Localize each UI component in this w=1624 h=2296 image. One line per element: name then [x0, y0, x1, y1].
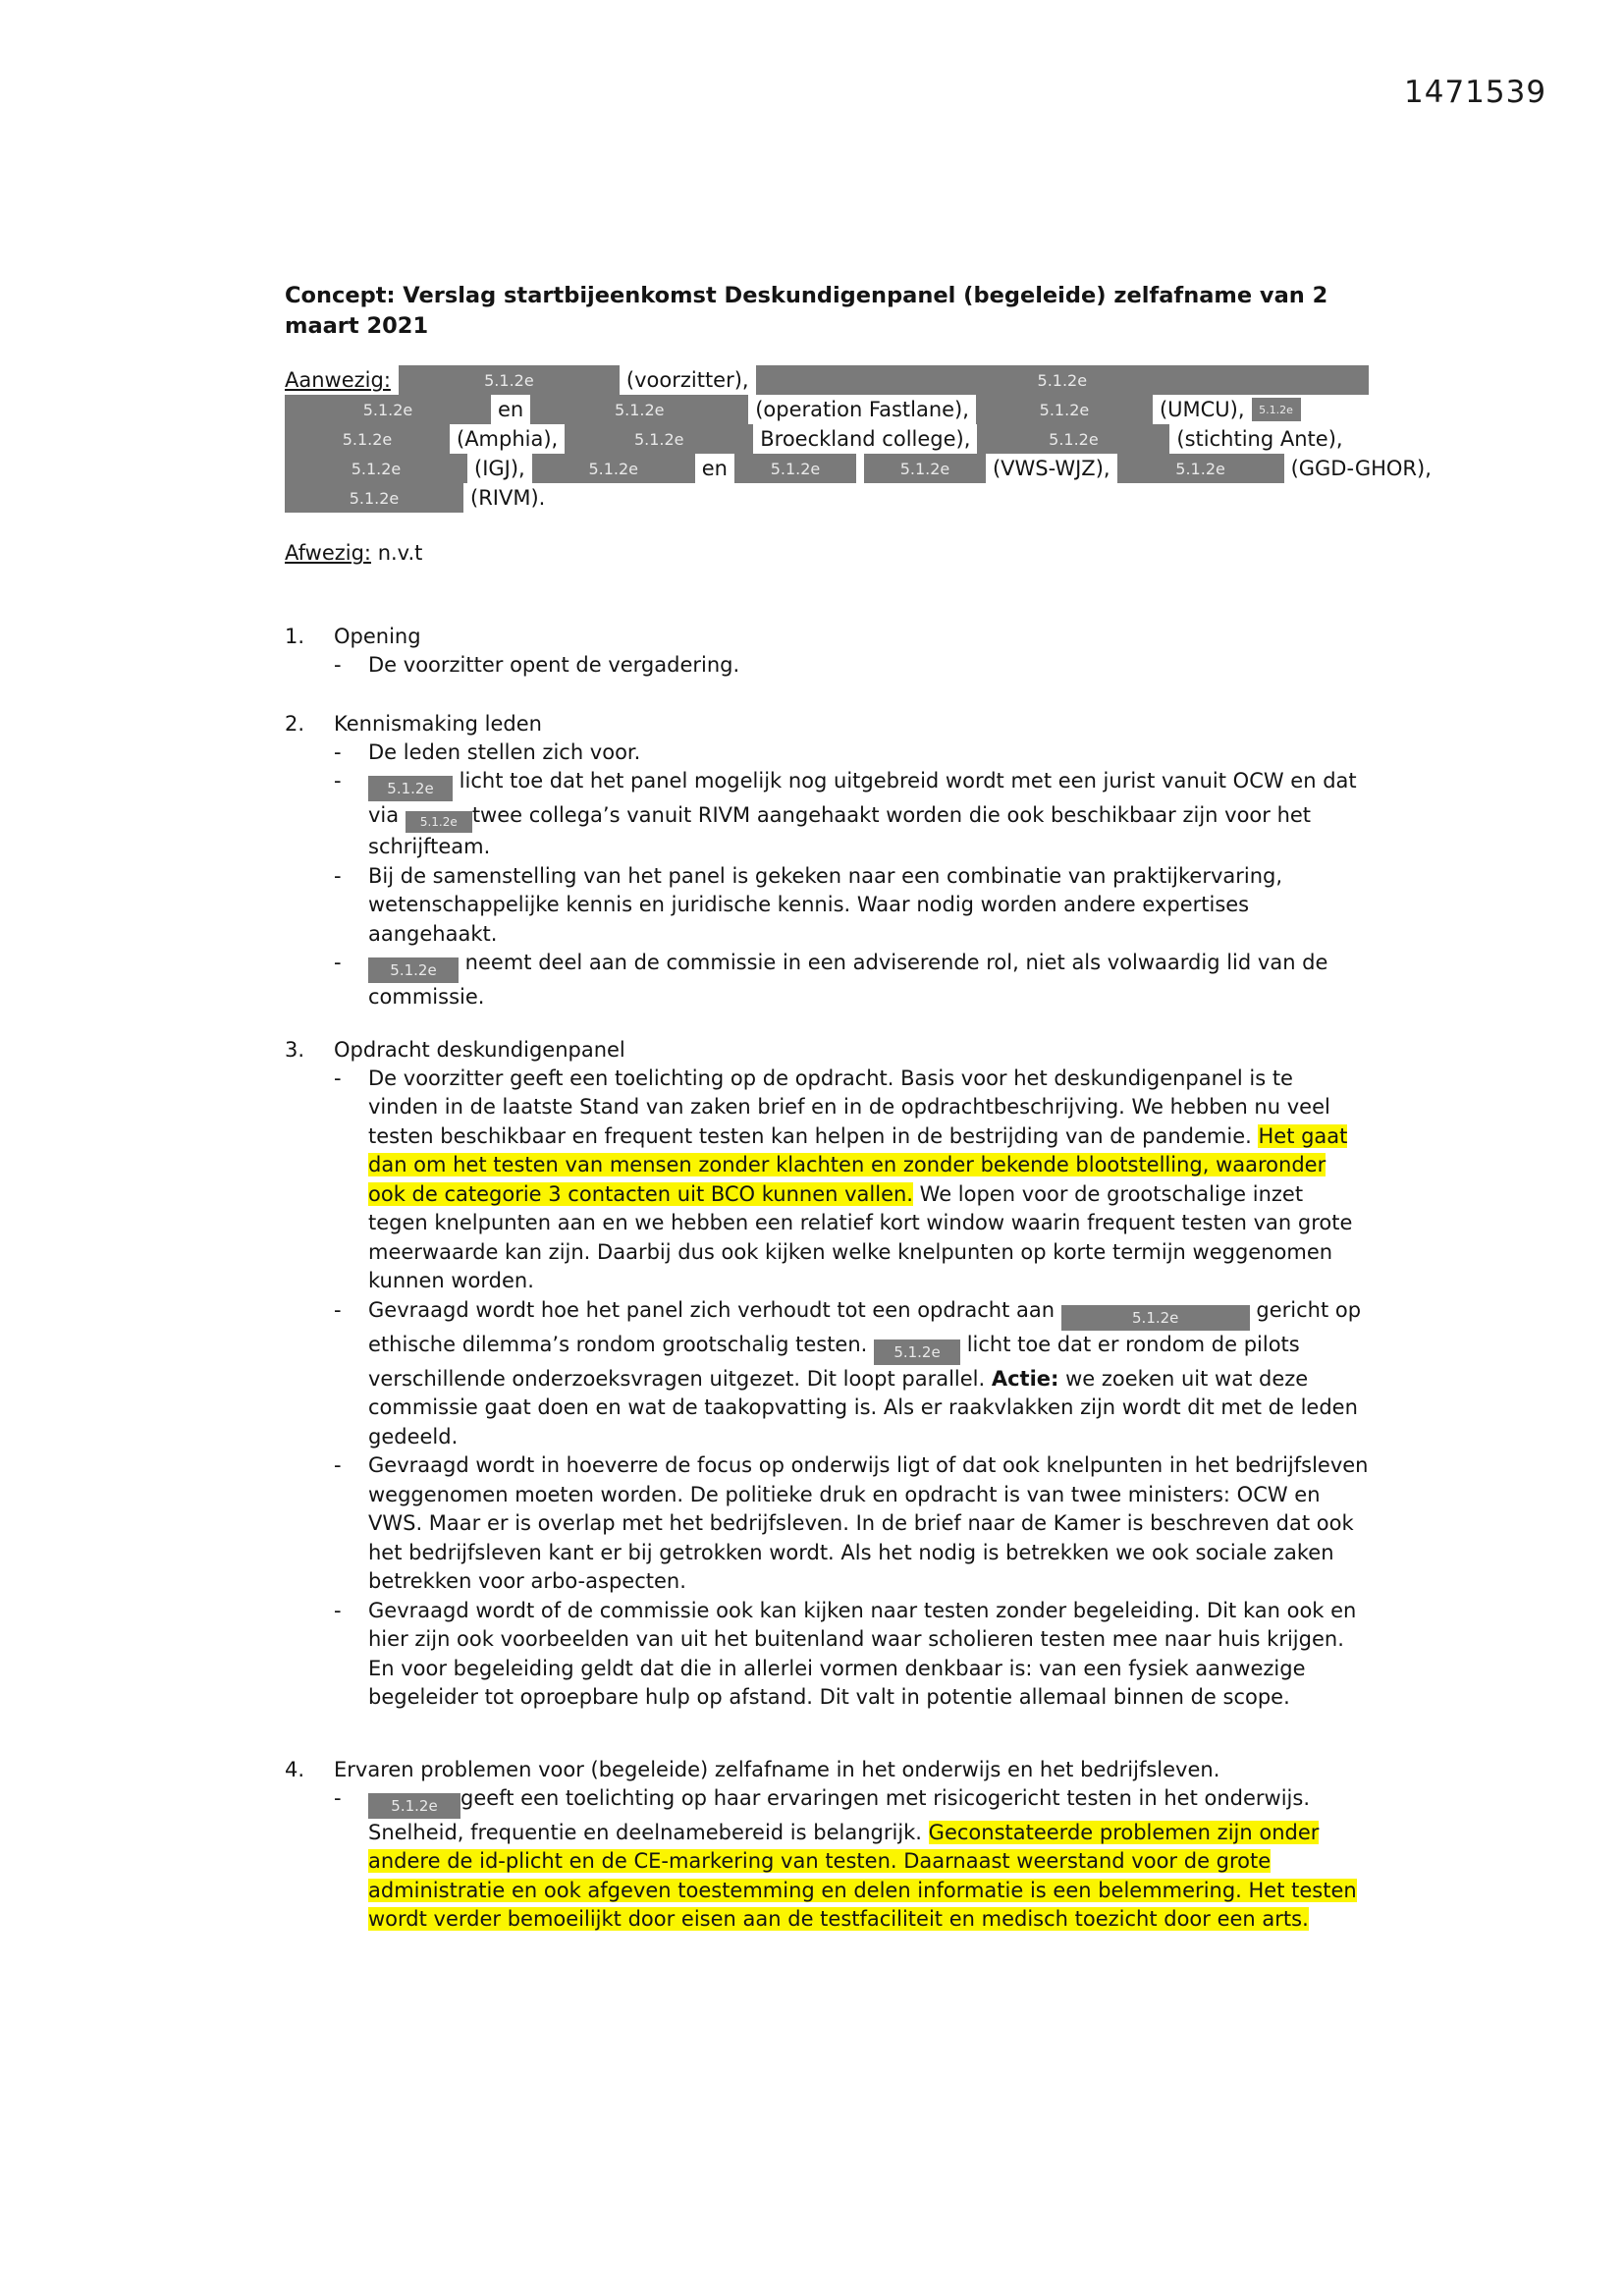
bullet-item — [334, 1784, 1369, 1935]
absence-label: Afwezig: — [285, 541, 371, 565]
redaction-box: 5.1.2e — [285, 395, 491, 424]
redaction-box: 5.1.2e — [368, 957, 459, 983]
agenda-section — [285, 710, 1369, 1012]
section-heading — [285, 1756, 1369, 1784]
bullet-dash: - — [334, 1785, 342, 1810]
bullet-text: De leden stellen zich voor. — [368, 739, 641, 764]
page-title: Concept: Verslag startbijeenkomst Deskundigenpanel (begeleide) zelfafname van 2 maart 2021 — [285, 283, 1328, 339]
redaction-box: 5.1.2e — [368, 1793, 460, 1819]
attendance-text: (UMCU), — [1159, 398, 1245, 421]
redaction-box: 5.1.2e — [874, 1339, 960, 1365]
bullet-text: 5.1.2e licht toe dat het panel mogelijk nog uitgebreid wordt met een jurist vanuit OCW en dat via 5.1.2e twee collega’s vanuit RIVM aangehaakt worden die ook beschikbaar zijn voor het schrijfteam. — [368, 769, 1357, 858]
section-number: 3. — [285, 1037, 305, 1062]
agenda-section — [285, 623, 1369, 681]
redaction-box: 5.1.2e — [1252, 398, 1301, 421]
redaction-box: 5.1.2e — [399, 365, 620, 395]
redaction-box: 5.1.2e — [368, 776, 453, 801]
bullet-list — [334, 651, 1369, 681]
attendance-text: (voorzitter), — [625, 368, 749, 392]
bullet-text: De voorzitter geeft een toelichting op de opdracht. Basis voor het deskundigenpanel is te vinden in de laatste Stand van zaken brief en in de opdrachtbeschrijving. We hebben nu veel testen beschikbaar en frequent testen kan helpen in de bestrijding van de pandemie. Het gaat dan om het testen van mensen zonder klachten en zonder bekende blootstelling, waaronder ook de categorie 3 contacten uit BCO kunnen vallen. We lopen voor de grootschalige inzet tegen knelpunten aan en we hebben een relatief kort window waarin frequent testen van grote meerwaarde kan zijn. Daarbij dus ook kijken welke knelpunten op korte termijn weggenomen kunnen worden. — [368, 1066, 1353, 1292]
section-number: 4. — [285, 1757, 305, 1781]
bullet-list — [334, 738, 1369, 1012]
bullet-text: 5.1.2e neemt deel aan de commissie in een adviserende rol, niet als volwaardig lid van de commissie. — [368, 951, 1328, 1009]
attendance-text: (RIVM). — [470, 486, 546, 510]
bullet-dash: - — [334, 1297, 342, 1322]
absence-line — [285, 539, 1369, 568]
attendance-text: (operation Fastlane), — [755, 398, 969, 421]
section-title: Opening — [334, 625, 421, 648]
redaction-box: 5.1.2e — [976, 395, 1153, 424]
redaction-box: 5.1.2e — [530, 395, 748, 424]
document-number: 1471539 — [1404, 75, 1547, 110]
agenda-sections — [285, 623, 1369, 1935]
bullet-text: De voorzitter opent de vergadering. — [368, 653, 740, 677]
bullet-item — [334, 949, 1369, 1012]
bullet-list — [334, 1065, 1369, 1713]
attendance-text: (stichting Ante), — [1176, 427, 1343, 451]
bullet-text: Gevraagd wordt of de commissie ook kan kijken naar testen zonder begeleiding. Dit kan ook en hier zijn ook voorbeelden van uit het buitenland waar scholieren testen mee naar huis krijgen. En voor begeleiding geldt dat die in allerlei vormen denkbaar is: van een fysiek aanwezige begeleider tot oproepbare hulp op afstand. Dit valt in potentie allemaal binnen de scope. — [368, 1598, 1357, 1709]
bullet-item — [334, 1065, 1369, 1296]
section-heading — [285, 623, 1369, 651]
redaction-box: 5.1.2e — [864, 454, 986, 483]
highlighted-text: Het gaat dan om het testen van mensen zonder klachten en zonder bekende blootstelling, waaronder ook de categorie 3 contacten uit BCO kunnen vallen. — [368, 1123, 1348, 1206]
redaction-box: 5.1.2e — [285, 483, 463, 513]
bullet-list — [334, 1784, 1369, 1935]
redaction-box: 5.1.2e — [734, 454, 856, 483]
bullet-dash: - — [334, 863, 342, 888]
bold-text: Actie: — [991, 1366, 1059, 1391]
redaction-box: 5.1.2e — [565, 424, 753, 454]
section-heading — [285, 710, 1369, 738]
redaction-box: 5.1.2e — [1117, 454, 1284, 483]
section-number: 1. — [285, 625, 305, 648]
bullet-text: Gevraagd wordt in hoeverre de focus op onderwijs ligt of dat ook knelpunten in het bedrijfsleven weggenomen moeten worden. De politieke druk en opdracht is van twee ministers: OCW en VWS. Maar er is overlap met het bedrijfsleven. In de brief naar de Kamer is beschreven dat ook het bedrijfsleven kant er bij getrokken wordt. Als het nodig is betrekken we ook sociale zaken betrekken voor arbo-aspecten. — [368, 1453, 1369, 1593]
attendance-text: en — [701, 457, 728, 480]
agenda-section — [285, 1756, 1369, 1935]
redaction-box: 5.1.2e — [977, 424, 1169, 454]
attendance-text: (Amphia), — [457, 427, 559, 451]
attendance-line — [285, 365, 1369, 395]
bullet-dash: - — [334, 769, 342, 793]
bullet-dash: - — [334, 1066, 342, 1090]
attendance-line — [285, 395, 1369, 424]
attendance-gap — [856, 454, 864, 483]
redaction-box: 5.1.2e — [285, 454, 467, 483]
bullet-text: Bij de samenstelling van het panel is gekeken naar een combinatie van praktijkervaring, wetenschappelijke kennis en juridische kennis. Waar nodig worden andere expertises aangehaakt. — [368, 863, 1283, 946]
bullet-text: Gevraagd wordt hoe het panel zich verhoudt tot een opdracht aan 5.1.2e gericht op ethische dilemma’s rondom grootschalig testen. 5.1.2e licht toe dat er rondom de pilots verschillende onderzoeksvragen uitgezet. Dit loopt parallel. Actie: we zoeken uit wat deze commissie gaat doen en wat de taakopvatting is. Als er raakvlakken zijn wordt dit met de leden gedeeld. — [368, 1297, 1362, 1449]
attendance-block — [285, 365, 1432, 513]
absence-value: n.v.t — [377, 541, 423, 565]
bullet-item — [334, 738, 1369, 768]
bullet-dash: - — [334, 739, 342, 764]
attendance-line — [285, 454, 1432, 483]
bullet-dash: - — [334, 951, 342, 974]
bullet-dash: - — [334, 1598, 342, 1622]
bullet-item — [334, 651, 1369, 681]
attendance-text: Broeckland college), — [760, 427, 971, 451]
attendance-line — [285, 483, 1369, 513]
attendance-text: (IGJ), — [474, 457, 525, 480]
redaction-box: 5.1.2e — [285, 424, 450, 454]
bullet-text: 5.1.2e geeft een toelichting op haar ervaringen met risicogericht testen in het onderwijs. Snelheid, frequentie en deelnamebereid is belangrijk. Geconstateerde problemen zijn onder andere de id-plicht en de CE-markering van testen. Daarnaast weerstand voor de grote administratie en ook afgeven toestemming en delen informatie is een belemmering. Het testen wordt verder bemoeilijkt door eisen aan de testfaciliteit en medisch toezicht door een arts. — [368, 1785, 1357, 1931]
bullet-item — [334, 862, 1369, 950]
bullet-item — [334, 1296, 1369, 1452]
bullet-item — [334, 1451, 1369, 1597]
section-number: 2. — [285, 711, 305, 736]
bullet-item — [334, 767, 1369, 862]
bullet-dash: - — [334, 1453, 342, 1477]
attendance-text: en — [498, 398, 524, 421]
section-title: Ervaren problemen voor (begeleide) zelfafname in het onderwijs en het bedrijfsleven. — [334, 1757, 1220, 1781]
section-title: Opdracht deskundigenpanel — [334, 1037, 625, 1062]
attendance-line — [285, 424, 1369, 454]
redaction-box: 5.1.2e — [756, 365, 1369, 395]
section-heading — [285, 1036, 1369, 1065]
attendance-text: (VWS-WJZ), — [992, 457, 1110, 480]
attendance-text: (GGD-GHOR), — [1290, 457, 1432, 480]
agenda-section — [285, 1036, 1369, 1713]
bullet-dash: - — [334, 653, 342, 677]
section-title: Kennismaking leden — [334, 711, 542, 736]
redaction-box: 5.1.2e — [1061, 1305, 1250, 1331]
redaction-box: 5.1.2e — [532, 454, 695, 483]
highlighted-text: Geconstateerde problemen zijn onder andere de id-plicht en de CE-markering van testen. Daarnaast weerstand voor de grote administratie en ook afgeven toestemming en delen informatie is een belemmering. Het testen wordt verder bemoeilijkt door eisen aan de testfaciliteit en medisch toezicht door een arts. — [368, 1820, 1357, 1931]
bullet-item — [334, 1597, 1369, 1713]
attendance-label: Aanwezig: — [285, 368, 391, 392]
document-content — [285, 281, 1432, 1935]
redaction-box: 5.1.2e — [406, 811, 472, 833]
